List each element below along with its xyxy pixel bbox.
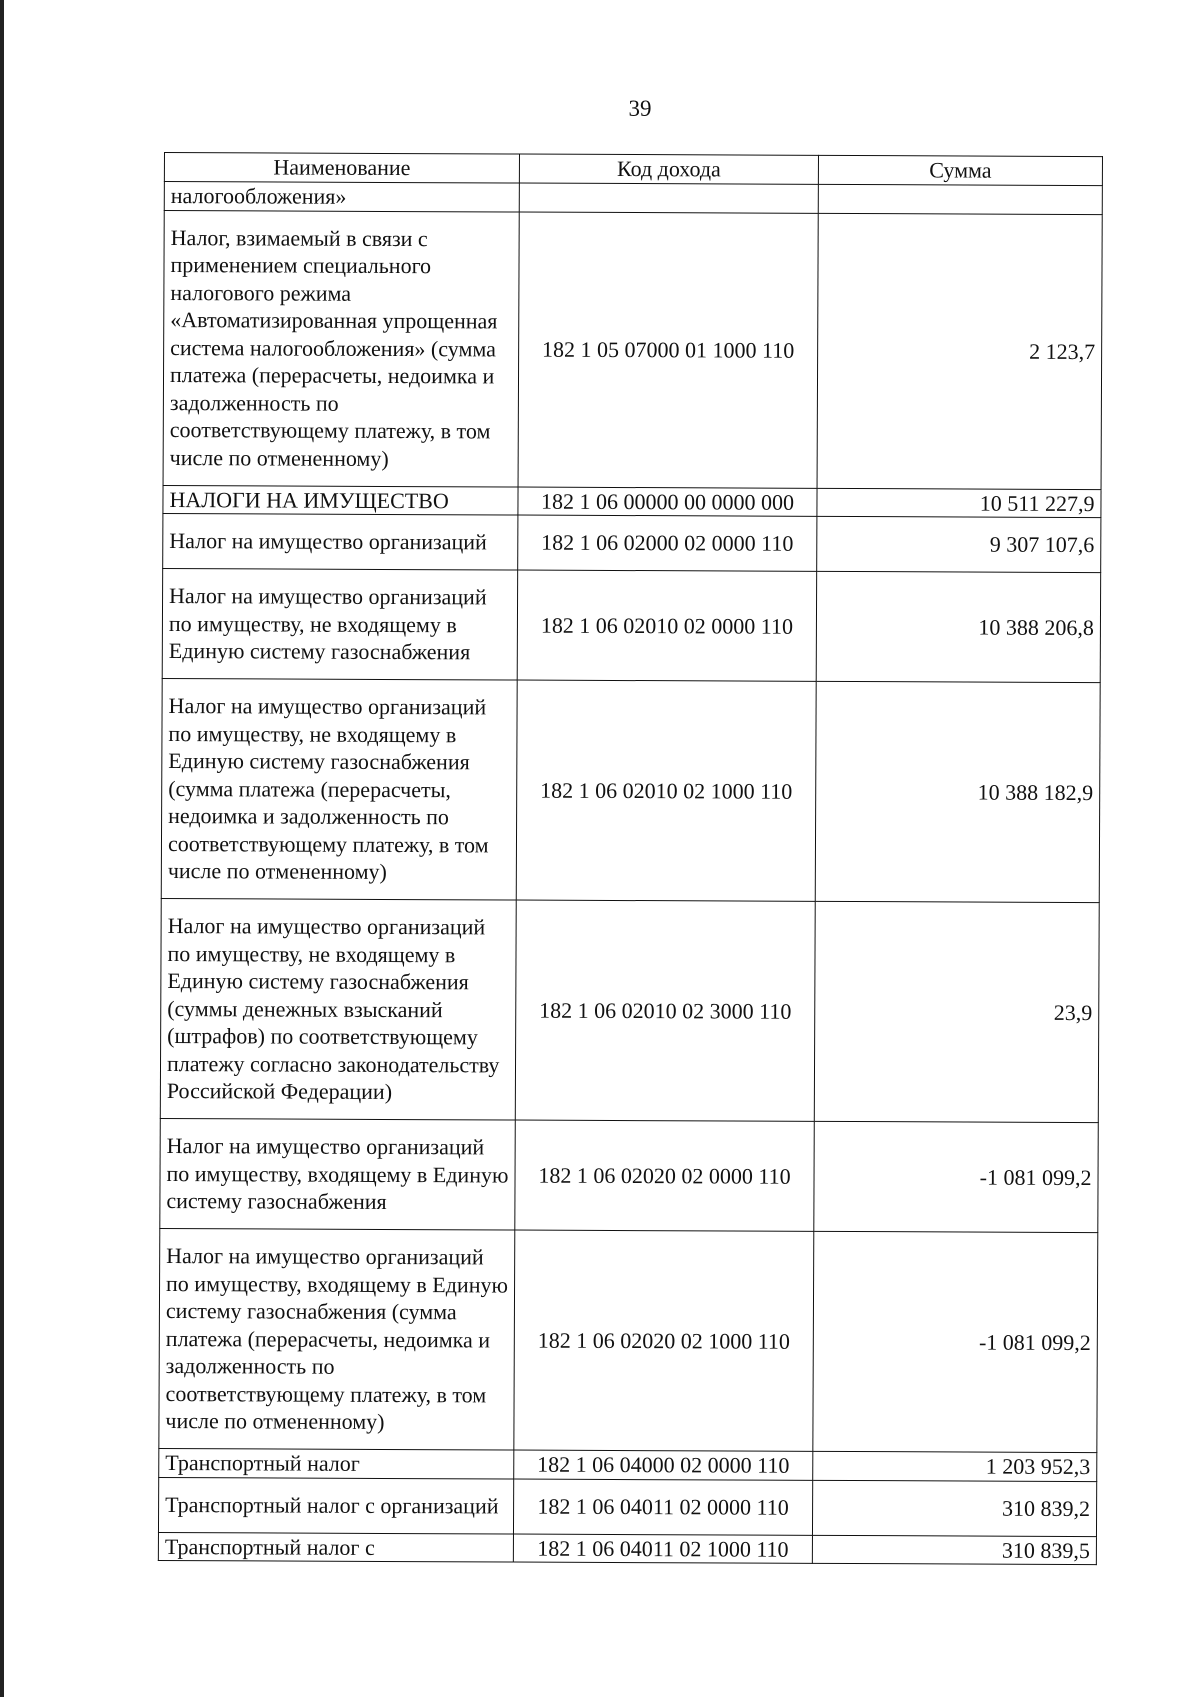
- row-code: 182 1 06 02010 02 1000 110: [516, 680, 816, 901]
- row-name: Транспортный налог с: [158, 1532, 513, 1562]
- row-sum: 2 123,7: [817, 213, 1102, 489]
- revenue-table: [158, 152, 1103, 1565]
- row-name: Налог на имущество организаций по имуществу, не входящему в Единую систему газоснабжения (сумма платежа (перерасчеты, недоимка и задолженность по соответствующему платежу, в том числе по отмененному): [161, 678, 517, 900]
- table-header-row: [164, 153, 1102, 186]
- row-name: Транспортный налог: [159, 1448, 514, 1478]
- row-sum: -1 081 099,2: [814, 1121, 1098, 1232]
- row-sum: 1 203 952,3: [813, 1451, 1097, 1481]
- scan-edge: [0, 0, 4, 1697]
- row-sum: -1 081 099,2: [813, 1231, 1098, 1452]
- row-code: 182 1 06 04011 02 1000 110: [513, 1534, 812, 1564]
- row-name: Налог на имущество организаций по имуществу, входящему в Единую систему газоснабжения: [160, 1118, 515, 1230]
- row-sum: [818, 184, 1102, 214]
- table-row: [161, 678, 1100, 902]
- table-row: [158, 1532, 1096, 1565]
- row-sum: 10 511 227,9: [817, 488, 1101, 518]
- row-name: налогообложения»: [164, 182, 519, 212]
- row-code: 182 1 05 07000 01 1000 110: [518, 212, 818, 488]
- row-name: Транспортный налог с организаций: [158, 1477, 513, 1534]
- row-name: Налог на имущество организаций по имуществу, не входящему в Единую систему газоснабжения: [162, 568, 517, 680]
- row-code: 182 1 06 02000 02 0000 110: [518, 515, 817, 571]
- row-code: 182 1 06 04000 02 0000 110: [514, 1450, 813, 1480]
- table-row: [159, 1228, 1098, 1452]
- row-code: 182 1 06 02020 02 1000 110: [514, 1230, 814, 1451]
- row-sum: 310 839,2: [812, 1480, 1096, 1536]
- row-sum: 10 388 182,9: [815, 681, 1100, 902]
- row-code: 182 1 06 00000 00 0000 000: [518, 487, 817, 517]
- table-row: [162, 568, 1100, 682]
- row-code: 182 1 06 02020 02 0000 110: [515, 1120, 814, 1231]
- row-sum: 10 388 206,8: [816, 571, 1100, 682]
- table-row: [163, 513, 1101, 572]
- table-row: [159, 1448, 1097, 1481]
- table-row: [160, 1118, 1098, 1232]
- table-row: [164, 182, 1102, 215]
- row-code: [519, 183, 818, 213]
- row-name: Налог на имущество организаций: [163, 513, 518, 570]
- table-row: [158, 1477, 1096, 1536]
- row-name: Налог на имущество организаций по имуществу, входящему в Единую систему газоснабжения (сумма платежа (перерасчеты, недоимка и задолженность по соответствующему платежу, в том числе по отмененному): [159, 1228, 515, 1450]
- row-name: Налог на имущество организаций по имуществу, не входящему в Единую систему газоснабжения (суммы денежных взысканий (штрафов) по соответствующему платежу согласно законодательству Российской Федерации): [160, 898, 516, 1120]
- row-sum: 23,9: [814, 901, 1099, 1122]
- row-code: 182 1 06 02010 02 0000 110: [517, 570, 816, 681]
- row-code: 182 1 06 02010 02 3000 110: [515, 900, 815, 1121]
- table-row: [163, 210, 1102, 489]
- row-sum: 9 307 107,6: [817, 516, 1101, 572]
- row-name: Налог, взимаемый в связи с применением специального налогового режима «Автоматизированная упрощенная система налогообложения» (сумма платежа (перерасчеты, недоимка и задолженность по соответствующему платежу, в том числе по отмененному): [163, 210, 519, 487]
- page-number: 39: [628, 96, 652, 121]
- row-code: 182 1 06 04011 02 0000 110: [513, 1479, 812, 1535]
- row-name: НАЛОГИ НА ИМУЩЕСТВО: [163, 485, 518, 515]
- table-row: [160, 898, 1099, 1122]
- header-code: Код дохода: [519, 154, 818, 184]
- header-name: Наименование: [164, 153, 519, 184]
- header-sum: Сумма: [818, 155, 1102, 185]
- row-sum: 310 839,5: [812, 1535, 1096, 1565]
- table-row: [163, 485, 1101, 518]
